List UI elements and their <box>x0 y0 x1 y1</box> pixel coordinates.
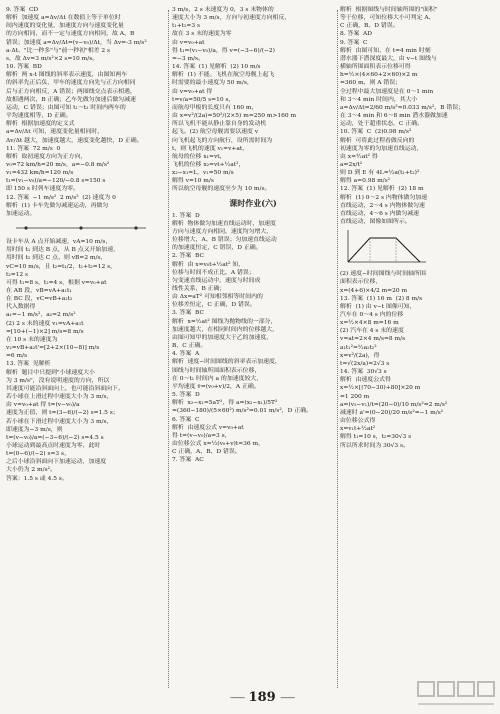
text-line: 解得 v=10 m/s <box>172 178 214 185</box>
text-line: 若小球在下滑过程中速度大小为 3 m/s， <box>6 418 113 425</box>
text-line: 解析 (1) 0～2 s 内物体做匀加速 <box>340 194 428 201</box>
text-line: 得 t=(v−v₀)/a=3 s， <box>172 432 231 439</box>
text-line: 速度为正值，则 t=(3−6)/(−2) s=1.5 s； <box>6 410 119 417</box>
text-line: x=½×4×8 m=16 m <box>340 320 399 327</box>
text-line: a·Δt。"比一秒多"与"前一秒初"相差 2 s <box>6 47 111 54</box>
text-line: 的方向相同，而不一定与速度方向相同，故 A、B <box>6 31 135 38</box>
text-line: 之后小球沿斜面向下加速运动，加速度 <box>6 459 107 466</box>
text-line: 12. 答案 −1 m/s² 2 m/s² (2) 速度为 0 <box>6 194 116 201</box>
text-line: h=½×(4×60+2×60)×2 m <box>340 72 418 79</box>
text-line: 的斜率先正后负，甲车的速度方向先与正方向相同 <box>6 80 136 87</box>
text-line: v₂=vB+a₂t'=[2+2×(10−8)] m/s <box>6 345 100 352</box>
text-line: 8. 答案 AD <box>340 31 372 38</box>
text-line: 1. 答案 D <box>172 212 200 219</box>
page-number: —— 189 —— <box>230 690 295 705</box>
text-line: 解析 x₂−x₁=5aT²，得 a=(x₂−x₁)/5T² <box>172 400 278 407</box>
text-line: 解析 根据图线与时间轴所围的"面积" <box>340 7 438 13</box>
text-line: 设卡车从 A 点开始减速，vA=10 m/s， <box>6 239 112 246</box>
text-line: 大小仍为 2 m/s²。 <box>6 467 56 474</box>
text-line: 解析 (1) 卡车先做匀减速运动，再做匀 <box>6 202 109 209</box>
text-line: 答案：1.5 s 或 4.5 s。 <box>6 475 68 482</box>
text-line: =360 m，则 A 错误； <box>340 80 402 87</box>
column-left <box>6 6 166 483</box>
text-line: 由 x=v²/(2a)=50²/(2×5) m=250 m>160 m <box>172 113 297 120</box>
text-line: 3 m/s，2 s 末速度为 0，3 s 末物体的 <box>172 7 274 13</box>
text-line: 故相遇两次，B 正确；乙车先做匀加速后做匀减速 <box>6 96 136 103</box>
text-line: 由 v=v₀+at <box>172 39 205 46</box>
text-line: 解析 加速度 a=Δv/Δt 在数值上等于单位时 <box>6 15 121 22</box>
text-line: t₁=(v₁−v₀)/a=−120/−0.8 s=150 s <box>6 178 106 185</box>
text-line: 解析 由 x=v₀t+½at² 知， <box>172 261 245 268</box>
text-line: 间内速度的变化量，加速度方向与速度变化量 <box>6 23 124 30</box>
text-line: 13. 答案 (1) 16 m (2) 8 m/s <box>340 295 423 302</box>
text-line: 错误；加速度 a=Δv/Δt=(v−v₀)/Δt，当 Δv=-3 m/s² <box>6 39 147 46</box>
text-line: 图线与时间轴所围面积表示位移， <box>172 367 261 374</box>
text-line: 起飞。(2) 航空母舰需要以速度 v <box>172 129 259 136</box>
text-line: a=(v₂−v₁)/t=(20−0)/10 m/s²=2 m/s² <box>340 401 448 408</box>
text-line: 位移增大，A、B 错误；匀加速直线运动 <box>172 237 277 244</box>
text-line: vC=10 m/s，且 t₂=t₁/2，t₁+t₂=12 s， <box>6 263 117 270</box>
column-middle <box>172 6 334 464</box>
text-line: 得 t₁=(v₁−v₀)/a，得 v=(−3−6)/(−2) <box>172 47 275 54</box>
text-line: 直线运动，2～4 s 内物体做匀速 <box>340 202 425 209</box>
text-line: 14. 答案 30√3 s <box>340 369 387 376</box>
text-line: 用时间 t₁ 到达 B 点，从 B 点又开始加速， <box>6 247 119 254</box>
text-line: 其速度可能沿斜面向上，也可能沿斜面向下。 <box>6 385 124 392</box>
text-line: 直线运动，图像如图所示。 <box>340 219 411 226</box>
text-line: 解析 两 x-t 图线的斜率表示速度，由图知两车 <box>6 72 128 79</box>
text-line: 解析 题目中只提到"小球速度大小 <box>6 369 95 376</box>
text-line: x=v₁t+½at² <box>340 426 376 433</box>
text-line: 为 3 m/s"，没有说明速度的方向，所以 <box>6 377 110 384</box>
text-line: C 正确，B、D 错误。 <box>340 23 399 30</box>
text-line: C 正确，A、B、D 错误。 <box>172 449 241 456</box>
text-line: 3. 答案 BC <box>172 310 204 317</box>
text-line: 6. 答案 C <box>172 416 200 423</box>
watermark-logo <box>416 678 496 710</box>
text-line: 7. 答案 AC <box>172 457 204 464</box>
text-line: a=Δv/Δt=2/60 m/s²≈0.033 m/s²，B 错误； <box>340 104 465 111</box>
text-line: =−3 m/s。 <box>172 55 204 62</box>
text-line: x₂−x₁=L，v₁=50 m/s <box>172 170 234 177</box>
text-line: v=at=2×4 m/s=8 m/s <box>340 336 406 343</box>
text-line: 所以飞机不能从静止靠自身的发动机 <box>172 121 267 128</box>
text-line: 由 x=½at² 得 <box>340 153 378 160</box>
text-line: 10. 答案 BD <box>6 64 42 71</box>
text-line: 方向与速度方向相同，速度均匀增大， <box>172 228 273 235</box>
text-line: 在 3～4 min 和 6～8 min 潜水器做加速 <box>340 113 448 120</box>
text-line: =1 200 m <box>340 393 370 400</box>
text-line: v₀=72 km/h=20 m/s，a=−0.8 m/s² <box>6 161 110 168</box>
text-line: 横轴所围面积表示位移可得 <box>340 64 411 71</box>
text-line: 11. 答案 72 m/s 0 <box>6 145 61 152</box>
text-line: x=(4+6)×4/2 m=20 m <box>340 287 408 294</box>
text-line: 的加速度恒定，C 错误，D 正确。 <box>172 245 262 252</box>
text-line: 10. 答案 C (2)0.98 m/s² <box>340 129 412 136</box>
text-line: 9. 答案 C <box>340 39 368 46</box>
text-line: 则 D 到 E 有 4L=½a(t₁+t₂)² <box>340 170 420 177</box>
text-line: (2) 速度−时间图线与时间轴所围 <box>340 271 426 278</box>
text-line: 所以航空母舰的速度至少为 10 m/s。 <box>172 186 271 193</box>
text-line: 速度大小为 3 m/s，方向与初速度方向相反， <box>172 15 291 22</box>
text-line: v₁=432 km/h=120 m/s <box>6 170 74 177</box>
text-line: 用时间 t₂ 到达 C 点，则 vB=2 m/s， <box>6 255 107 262</box>
text-line: 13. 答案 见解析 <box>6 361 51 368</box>
text-line: 航母的位移 x₁=vt， <box>172 153 226 160</box>
text-line: 在 10 s 末的速度为 <box>6 336 58 343</box>
text-line: 解析 由图可知，在 t=4 min 时刻 <box>340 47 431 54</box>
text-line: 解析 由速度公式 v=v₀+at <box>172 424 244 431</box>
text-line: 由 v=v₀+at 得 <box>172 88 213 95</box>
vt-graph <box>340 228 430 268</box>
text-line: 汽车在 0～4 s 内的位移 <box>340 312 404 318</box>
text-line: =6 m/s <box>6 353 28 360</box>
text-line: 运动，C 错误；由图可知 t₁～t₂ 时间内两车的 <box>6 104 126 111</box>
text-line: s，故 Δv=3 m/s²×2 s=10 m/s。 <box>6 55 99 62</box>
text-line: 解得 t₁=10 s，t₂=30√3 s <box>340 434 412 441</box>
text-line: 后与正方向相反，A 错误；两图线交点表示相遇， <box>6 88 136 95</box>
text-line: 即 150 s 时列车速度为零。 <box>6 186 79 193</box>
text-line: =[10+(−1)×2] m/s=8 m/s <box>6 328 84 335</box>
text-line: 解析 由速度公式得 <box>340 377 391 384</box>
text-line: x=½×[(70−30)+80]×20 m <box>340 385 421 392</box>
text-line: 可得 t₁=8 s，t₂=4 s，根据 v=v₀+at <box>6 279 107 286</box>
text-line: 5. 答案 D <box>172 392 200 399</box>
text-line: 加速度越大，在相同时间内的位移越大， <box>172 326 279 333</box>
text-line: 由 Δx=aT² 可知相邻相等时间内的 <box>172 294 263 301</box>
text-line: t，则飞机的速度 v₁=v+at， <box>172 145 249 152</box>
text-line: (2) 2 s 末的速度 v₁=vA+a₁t <box>6 320 84 327</box>
text-line: 匀变速直线运动中，速度与时间成 <box>172 277 261 284</box>
text-line: 4. 答案 A <box>172 351 200 358</box>
text-line: =(360−180)/(5×60²) m/s²=0.01 m/s²，D 正确。 <box>172 408 312 415</box>
text-line: 由图可知甲的加速度大于乙的加速度， <box>172 334 273 341</box>
text-line: 由位移公式得 <box>340 418 376 425</box>
text-line: 线性关系，B 正确； <box>172 286 226 292</box>
text-line: 和 3～4 min 时间内，其大小 <box>340 96 418 103</box>
text-line: 解析 速度−时间图线的斜率表示加速度， <box>172 359 281 366</box>
text-line: 解得 a=0.98 m/s² <box>340 178 391 185</box>
text-line: 故在 3 s 末的速度为零 <box>172 31 232 38</box>
text-line: 初速度为零的匀加速直线运动， <box>340 145 423 152</box>
text-line: 位移与时间不成正比，A 错误； <box>172 269 255 276</box>
text-line: 面积表示位移， <box>340 279 382 286</box>
text-line: B、C 正确。 <box>172 343 207 350</box>
text-line: t₁+t₂=3 s <box>172 23 200 30</box>
section-heading: 课时作业(六) <box>229 197 277 208</box>
text-line: 平均速度相等，D 正确。 <box>6 113 72 120</box>
text-line: 在 BC 段，vC=vB+a₂t₂ <box>6 296 73 303</box>
text-line: 解析 x=½at² 图线为抛物线的一部分， <box>172 318 277 325</box>
text-line: 9. 答案 CD <box>6 7 39 13</box>
text-line: 解析 可将此过程看做反向的 <box>340 137 415 144</box>
text-line: 在 0～t₁ 时间内 a 的加速度较大， <box>172 375 263 382</box>
text-line: x=v²/(2a)，得 <box>340 352 380 359</box>
text-line: 由位移公式 x=½(v₀+v)t=36 m， <box>172 440 264 447</box>
text-line: 时需要的最小速度为 50 m/s， <box>172 80 253 87</box>
text-line: 全过程中最大加速度是在 0～1 min <box>340 88 434 95</box>
text-line: 潜水器下潜深度最大，由 v−t 图线与 <box>340 55 437 62</box>
text-line: 等于位移，可知位移大小可判定 A、 <box>340 15 435 22</box>
column-divider <box>337 10 338 688</box>
text-line: t=(v−v₀)/a=(−3−6)/(−2) s=4.5 s <box>6 434 104 441</box>
text-line: 由 v=v₀+at 得 t=(v−v₀)/a <box>6 402 80 409</box>
text-line: a=2x/t² <box>340 161 363 168</box>
text-line: 小球运动到最高点时速度为零，此时 <box>6 442 101 449</box>
text-line: 14. 答案 (1) 见解析 (2) 10 m/s <box>172 64 261 71</box>
text-line: 飞机的位移 x₂=vt+½at²， <box>172 161 245 168</box>
text-line: (2) 汽车在 4 s 末的速度 <box>340 328 404 335</box>
text-line: a=Δv/Δt 可知，速度变化量相同时， <box>6 129 104 136</box>
column-right <box>340 6 496 450</box>
text-line: 加速运动。 <box>6 210 36 217</box>
text-line: 代入数据得 <box>6 304 36 311</box>
text-line: 在 AB 段，vB=vA+a₁t₁ <box>6 288 72 294</box>
text-line: t₂=12 s <box>6 271 29 278</box>
text-line: 解析 (1) 不能。飞机在航空母舰上起飞 <box>172 72 275 79</box>
text-line: 解析 取初速度方向为正方向， <box>6 153 87 160</box>
column-divider <box>168 10 169 688</box>
text-line: 位移差恒定，C 正确，D 错误。 <box>172 302 256 309</box>
text-line: 解析 根据加速度的定义式 <box>6 121 75 128</box>
text-line: a₁=−1 m/s²，a₂=2 m/s² <box>6 312 76 319</box>
text-line: 2. 答案 BC <box>172 253 204 260</box>
text-line: 向飞机起飞的方向航行，设所需时间为 <box>172 137 273 144</box>
text-line: Δv/Δt 越大，加速度越大，速度变化越快，D 正确。 <box>6 137 143 144</box>
text-line: t=√(2x/a)=2√3 s <box>340 360 390 367</box>
text-line: 运动，处于超重状态，C 正确。 <box>340 121 423 128</box>
segment-diagram <box>6 220 156 236</box>
text-line: 平均速度 v̄=(v₀+v)/2，A 正确。 <box>172 383 260 390</box>
text-line: a₁t₁²=½a₂t₂² <box>340 344 377 351</box>
text-line: t=(0−6)/(−2) s=3 s， <box>6 451 70 458</box>
text-line: 解析 物体做匀加速直线运动时，加速度 <box>172 220 276 227</box>
text-line: 12. 答案 (1) 见解析 (2) 18 m <box>340 186 424 193</box>
text-line: 减速时 a'=(0−20)/20 m/s²=−1 m/s² <box>340 409 444 416</box>
text-line: 解析 (1) 由 v−t 图像可知， <box>340 303 416 310</box>
text-line: 即速度为−3 m/s，则 <box>6 426 63 433</box>
text-line: 而航母甲板的长度只有 160 m， <box>172 104 258 111</box>
text-line: 所以所求时间为 30√3 s。 <box>340 442 409 449</box>
text-line: 若小球在上滑过程中速度大小为 3 m/s， <box>6 394 113 401</box>
text-line: t=v/a=50/5 s=10 s， <box>172 96 235 103</box>
text-line: 直线运动，4～6 s 内做匀减速 <box>340 210 420 217</box>
